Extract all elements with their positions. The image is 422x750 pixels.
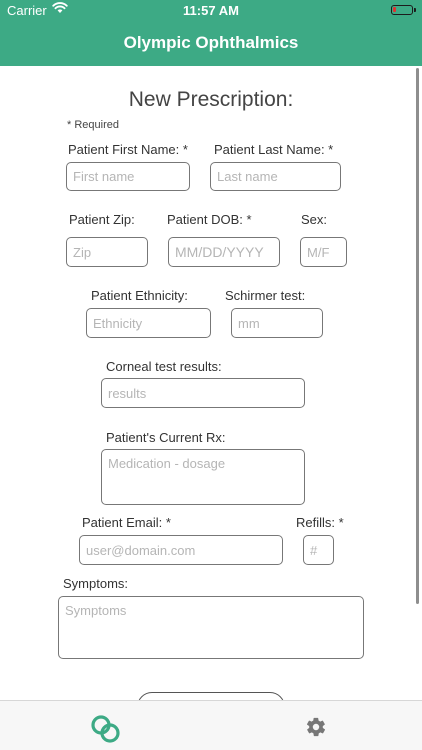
dob-input[interactable] <box>168 237 280 267</box>
refills-label: Refills: * <box>296 515 344 530</box>
carrier-label: Carrier <box>7 3 47 18</box>
page-title: New Prescription: <box>128 88 294 111</box>
last-name-input[interactable] <box>210 162 341 191</box>
last-name-label: Patient Last Name: * <box>214 142 334 157</box>
app-header <box>0 0 422 66</box>
tab-bar <box>0 700 422 750</box>
ethnicity-label: Patient Ethnicity: <box>91 288 188 303</box>
symptoms-input[interactable] <box>58 596 364 659</box>
sex-label: Sex: <box>301 212 328 227</box>
status-bar <box>0 0 422 22</box>
zip-input[interactable] <box>66 237 148 267</box>
corneal-input[interactable] <box>101 378 305 408</box>
current-rx-input[interactable] <box>101 449 305 505</box>
scrollbar[interactable] <box>416 68 419 604</box>
rings-icon[interactable] <box>90 714 122 744</box>
dob-label: Patient DOB: * <box>167 212 252 227</box>
schirmer-input[interactable] <box>231 308 323 338</box>
email-label: Patient Email: * <box>82 515 171 530</box>
gear-icon[interactable] <box>305 716 327 738</box>
refills-input[interactable] <box>303 535 334 565</box>
first-name-label: Patient First Name: * <box>68 142 188 157</box>
battery-icon <box>391 5 413 15</box>
schirmer-label: Schirmer test: <box>225 288 306 303</box>
first-name-input[interactable] <box>66 162 190 191</box>
current-rx-label: Patient's Current Rx: <box>106 430 226 445</box>
ethnicity-input[interactable] <box>86 308 211 338</box>
app-title: Olympic Ophthalmics <box>123 33 299 52</box>
required-note: * Required <box>67 119 119 131</box>
status-time: 11:57 AM <box>183 3 239 18</box>
symptoms-label: Symptoms: <box>63 576 129 591</box>
email-input[interactable] <box>79 535 283 565</box>
zip-label: Patient Zip: <box>69 212 135 227</box>
corneal-label: Corneal test results: <box>106 359 222 374</box>
sex-input[interactable] <box>300 237 347 267</box>
